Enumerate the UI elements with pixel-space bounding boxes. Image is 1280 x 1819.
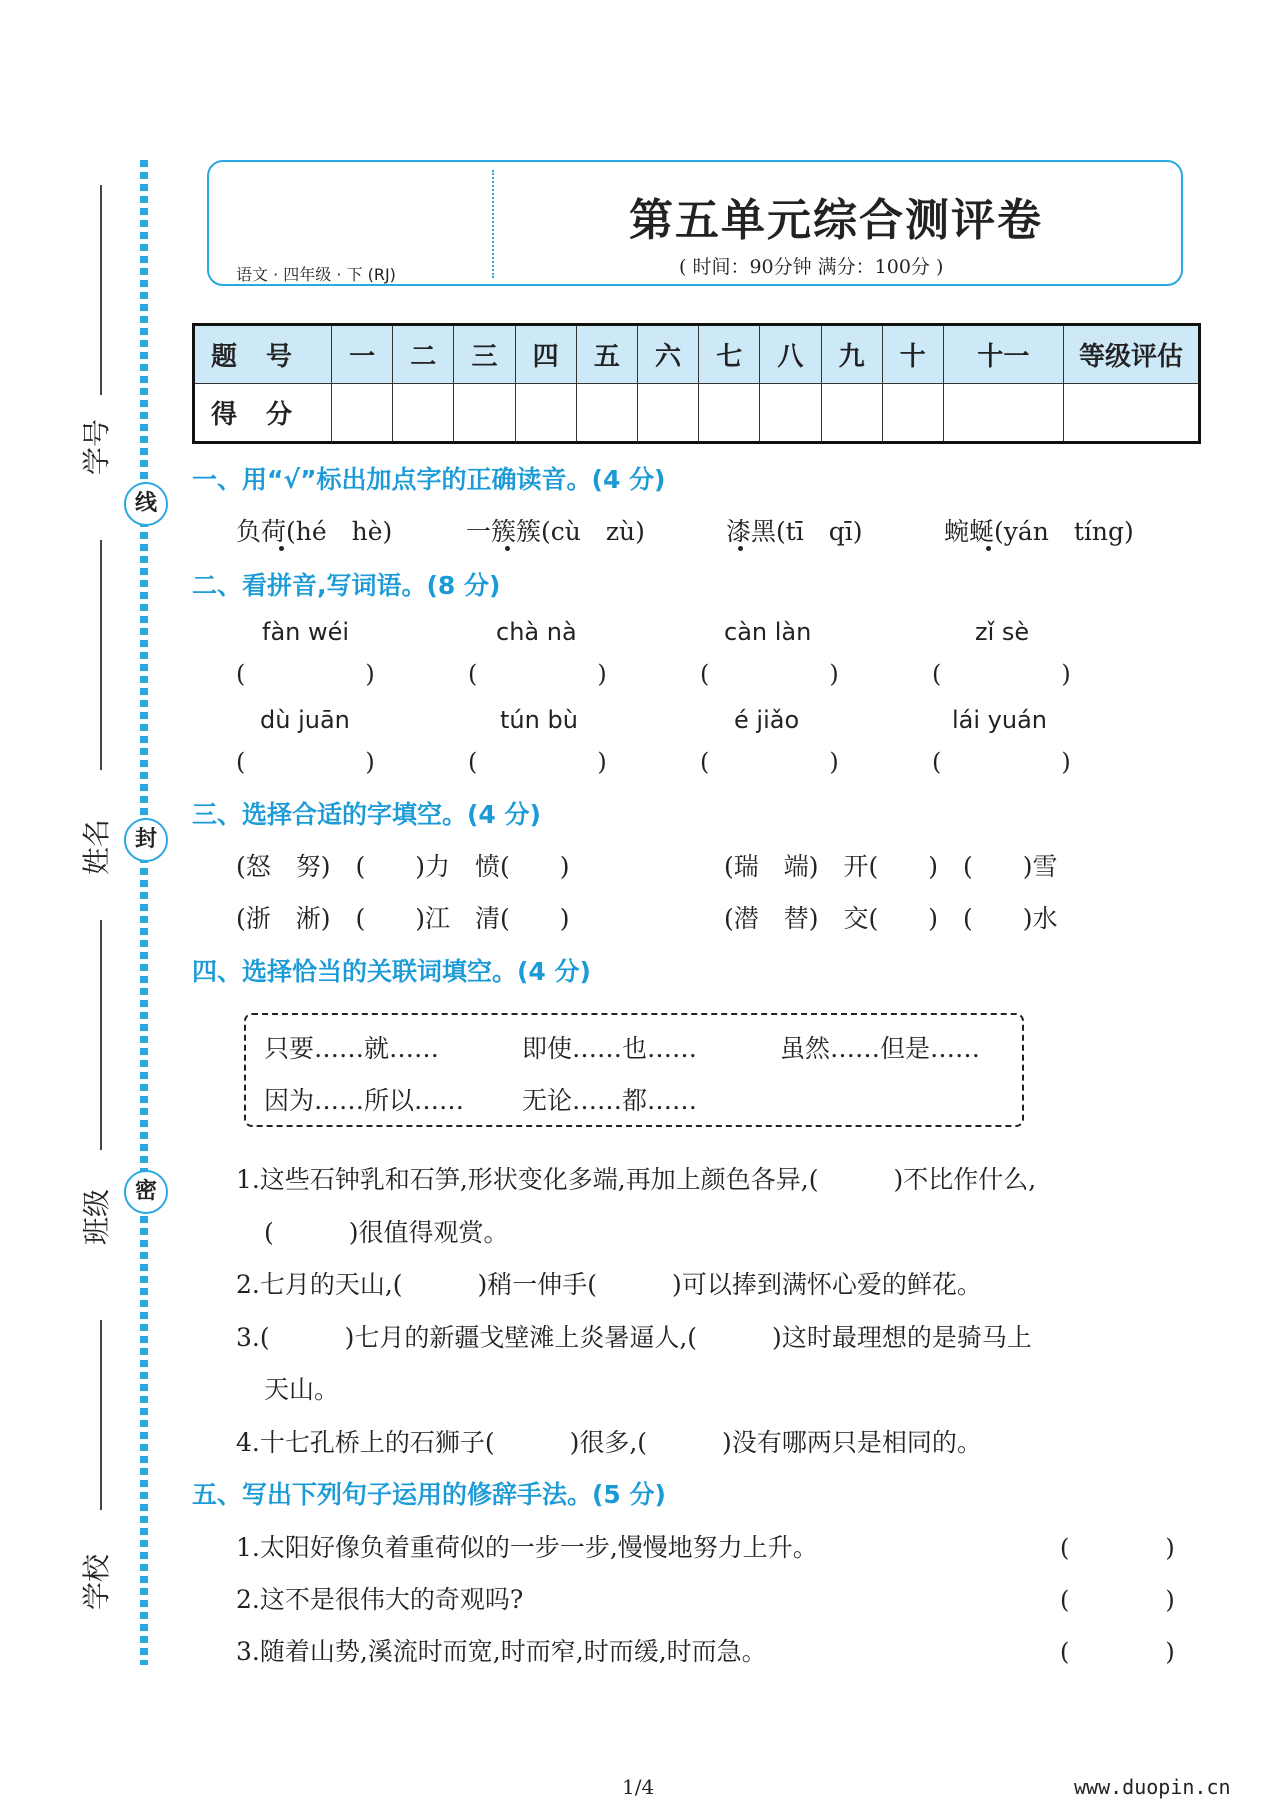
- section-1-title: 一、用“√”标出加点字的正确读音。(4 分): [192, 465, 666, 494]
- emphasis-dot: [279, 546, 284, 551]
- s4-question-1-cont: ( )很值得观赏。: [264, 1218, 509, 1247]
- time-info: ( 时间：90分钟 满分：100分 ): [679, 256, 944, 278]
- pinyin: lái yuán: [952, 706, 1048, 734]
- site-url: www.duopin.cn: [1074, 1775, 1231, 1799]
- section-3-title: 三、选择合适的字填空。(4 分): [192, 800, 541, 829]
- pinyin: chà nà: [496, 618, 577, 646]
- field-line-name: [100, 540, 102, 770]
- score-cell[interactable]: [943, 384, 1063, 443]
- section-2-title: 二、看拼音,写词语。(8 分): [192, 571, 501, 600]
- s4-question-3-cont: 天山。: [264, 1375, 340, 1404]
- field-label-class: 班级: [80, 1188, 113, 1245]
- score-table-row-label: 题 号: [194, 325, 332, 384]
- seal-feng: 封: [124, 818, 168, 862]
- score-col: 八: [760, 325, 821, 384]
- field-line-student-id: [100, 185, 102, 395]
- conjunction-option: 无论……都……: [522, 1086, 698, 1115]
- page-title: 第五单元综合测评卷: [629, 195, 1043, 246]
- pinyin: é jiǎo: [734, 706, 800, 734]
- s4-question-1: 1.这些石钟乳和石笋,形状变化多端,再加上颜色各异,( )不比作什么,: [236, 1165, 1037, 1194]
- s1-item: 一簇簇(cù zù): [466, 517, 645, 546]
- score-cell[interactable]: [454, 384, 515, 443]
- section-4-title: 四、选择恰当的关联词填空。(4 分): [192, 957, 591, 986]
- s4-question-4: 4.十七孔桥上的石狮子( )很多,( )没有哪两只是相同的。: [236, 1428, 982, 1457]
- seal-mi: 密: [124, 1170, 168, 1214]
- score-cell[interactable]: [821, 384, 882, 443]
- answer-blank[interactable]: ( ): [468, 660, 607, 688]
- subject-label: 语文 · 四年级 · 下 (RJ): [236, 265, 396, 284]
- score-col: 二: [393, 325, 454, 384]
- conjunction-option: 只要……就……: [264, 1034, 440, 1063]
- field-label-school: 学校: [80, 1553, 113, 1610]
- score-cell[interactable]: [882, 384, 943, 443]
- score-table-header-row: [194, 325, 1200, 384]
- conjunction-option: 因为……所以……: [264, 1086, 465, 1115]
- s1-item: 负荷(hé hè): [236, 517, 393, 546]
- score-col: 十一: [943, 325, 1063, 384]
- s3-line: (潜 替) 交( ) ( )水: [724, 904, 1058, 933]
- answer-blank[interactable]: ( ): [1060, 1638, 1175, 1666]
- score-col: 九: [821, 325, 882, 384]
- score-col: 十: [882, 325, 943, 384]
- conjunction-options-box: [244, 1013, 1024, 1127]
- pinyin: fàn wéi: [262, 618, 350, 646]
- field-label-student-id: 学号: [80, 418, 113, 475]
- score-col: 一: [332, 325, 393, 384]
- conjunction-option: 即使……也……: [522, 1034, 698, 1063]
- score-cell[interactable]: [1064, 384, 1200, 443]
- answer-blank[interactable]: ( ): [236, 748, 375, 776]
- s5-item: 2.这不是很伟大的奇观吗?: [236, 1585, 524, 1614]
- pinyin: zǐ sè: [975, 618, 1030, 646]
- pinyin: càn làn: [724, 618, 812, 646]
- score-cell[interactable]: [637, 384, 698, 443]
- s1-item: 漆黑(tī qī): [726, 517, 863, 546]
- answer-blank[interactable]: ( ): [1060, 1586, 1175, 1614]
- answer-blank[interactable]: ( ): [700, 660, 839, 688]
- score-col: 七: [699, 325, 760, 384]
- s5-item: 3.随着山势,溪流时而宽,时而窄,时而缓,时而急。: [236, 1637, 767, 1666]
- score-table: [192, 323, 1201, 444]
- pinyin: tún bù: [500, 706, 578, 734]
- score-cell[interactable]: [515, 384, 576, 443]
- s5-item: 1.太阳好像负着重荷似的一步一步,慢慢地努力上升。: [236, 1533, 818, 1562]
- s3-line: (瑞 端) 开( ) ( )雪: [724, 852, 1058, 881]
- score-cell[interactable]: [393, 384, 454, 443]
- field-label-name: 姓名: [80, 818, 113, 875]
- s3-line: (浙 淅) ( )江 清( ): [236, 904, 570, 933]
- s4-question-3: 3.( )七月的新疆戈壁滩上炎暑逼人,( )这时最理想的是骑马上: [236, 1323, 1032, 1352]
- score-col: 三: [454, 325, 515, 384]
- score-cell[interactable]: [699, 384, 760, 443]
- answer-blank[interactable]: ( ): [468, 748, 607, 776]
- header-box: [207, 160, 1183, 286]
- answer-blank[interactable]: ( ): [700, 748, 839, 776]
- score-col: 四: [515, 325, 576, 384]
- s3-line: (怒 努) ( )力 愤( ): [236, 852, 570, 881]
- answer-blank[interactable]: ( ): [236, 660, 375, 688]
- score-cell[interactable]: [576, 384, 637, 443]
- conjunction-option: 虽然……但是……: [780, 1034, 981, 1063]
- page-number: 1/4: [622, 1775, 655, 1799]
- field-line-school: [100, 1320, 102, 1510]
- score-col-grade: 等级评估: [1064, 325, 1200, 384]
- score-col: 五: [576, 325, 637, 384]
- field-line-class: [100, 920, 102, 1150]
- score-col: 六: [637, 325, 698, 384]
- binding-line: [140, 160, 148, 1665]
- pinyin: dù juān: [260, 706, 350, 734]
- answer-blank[interactable]: ( ): [932, 748, 1071, 776]
- section-5-title: 五、写出下列句子运用的修辞手法。(5 分): [192, 1480, 666, 1509]
- score-cell[interactable]: [760, 384, 821, 443]
- score-cell[interactable]: [332, 384, 393, 443]
- seal-xian: 线: [124, 482, 168, 526]
- s4-question-2: 2.七月的天山,( )稍一伸手( )可以捧到满怀心爱的鲜花。: [236, 1270, 982, 1299]
- header-divider: [492, 170, 494, 278]
- emphasis-dot: [738, 546, 743, 551]
- answer-blank[interactable]: ( ): [932, 660, 1071, 688]
- emphasis-dot: [505, 546, 510, 551]
- score-table-score-row: [194, 384, 1200, 443]
- answer-blank[interactable]: ( ): [1060, 1534, 1175, 1562]
- s1-item: 蜿蜒(yán tíng): [944, 517, 1134, 546]
- emphasis-dot: [986, 546, 991, 551]
- score-table-row-label: 得 分: [194, 384, 332, 443]
